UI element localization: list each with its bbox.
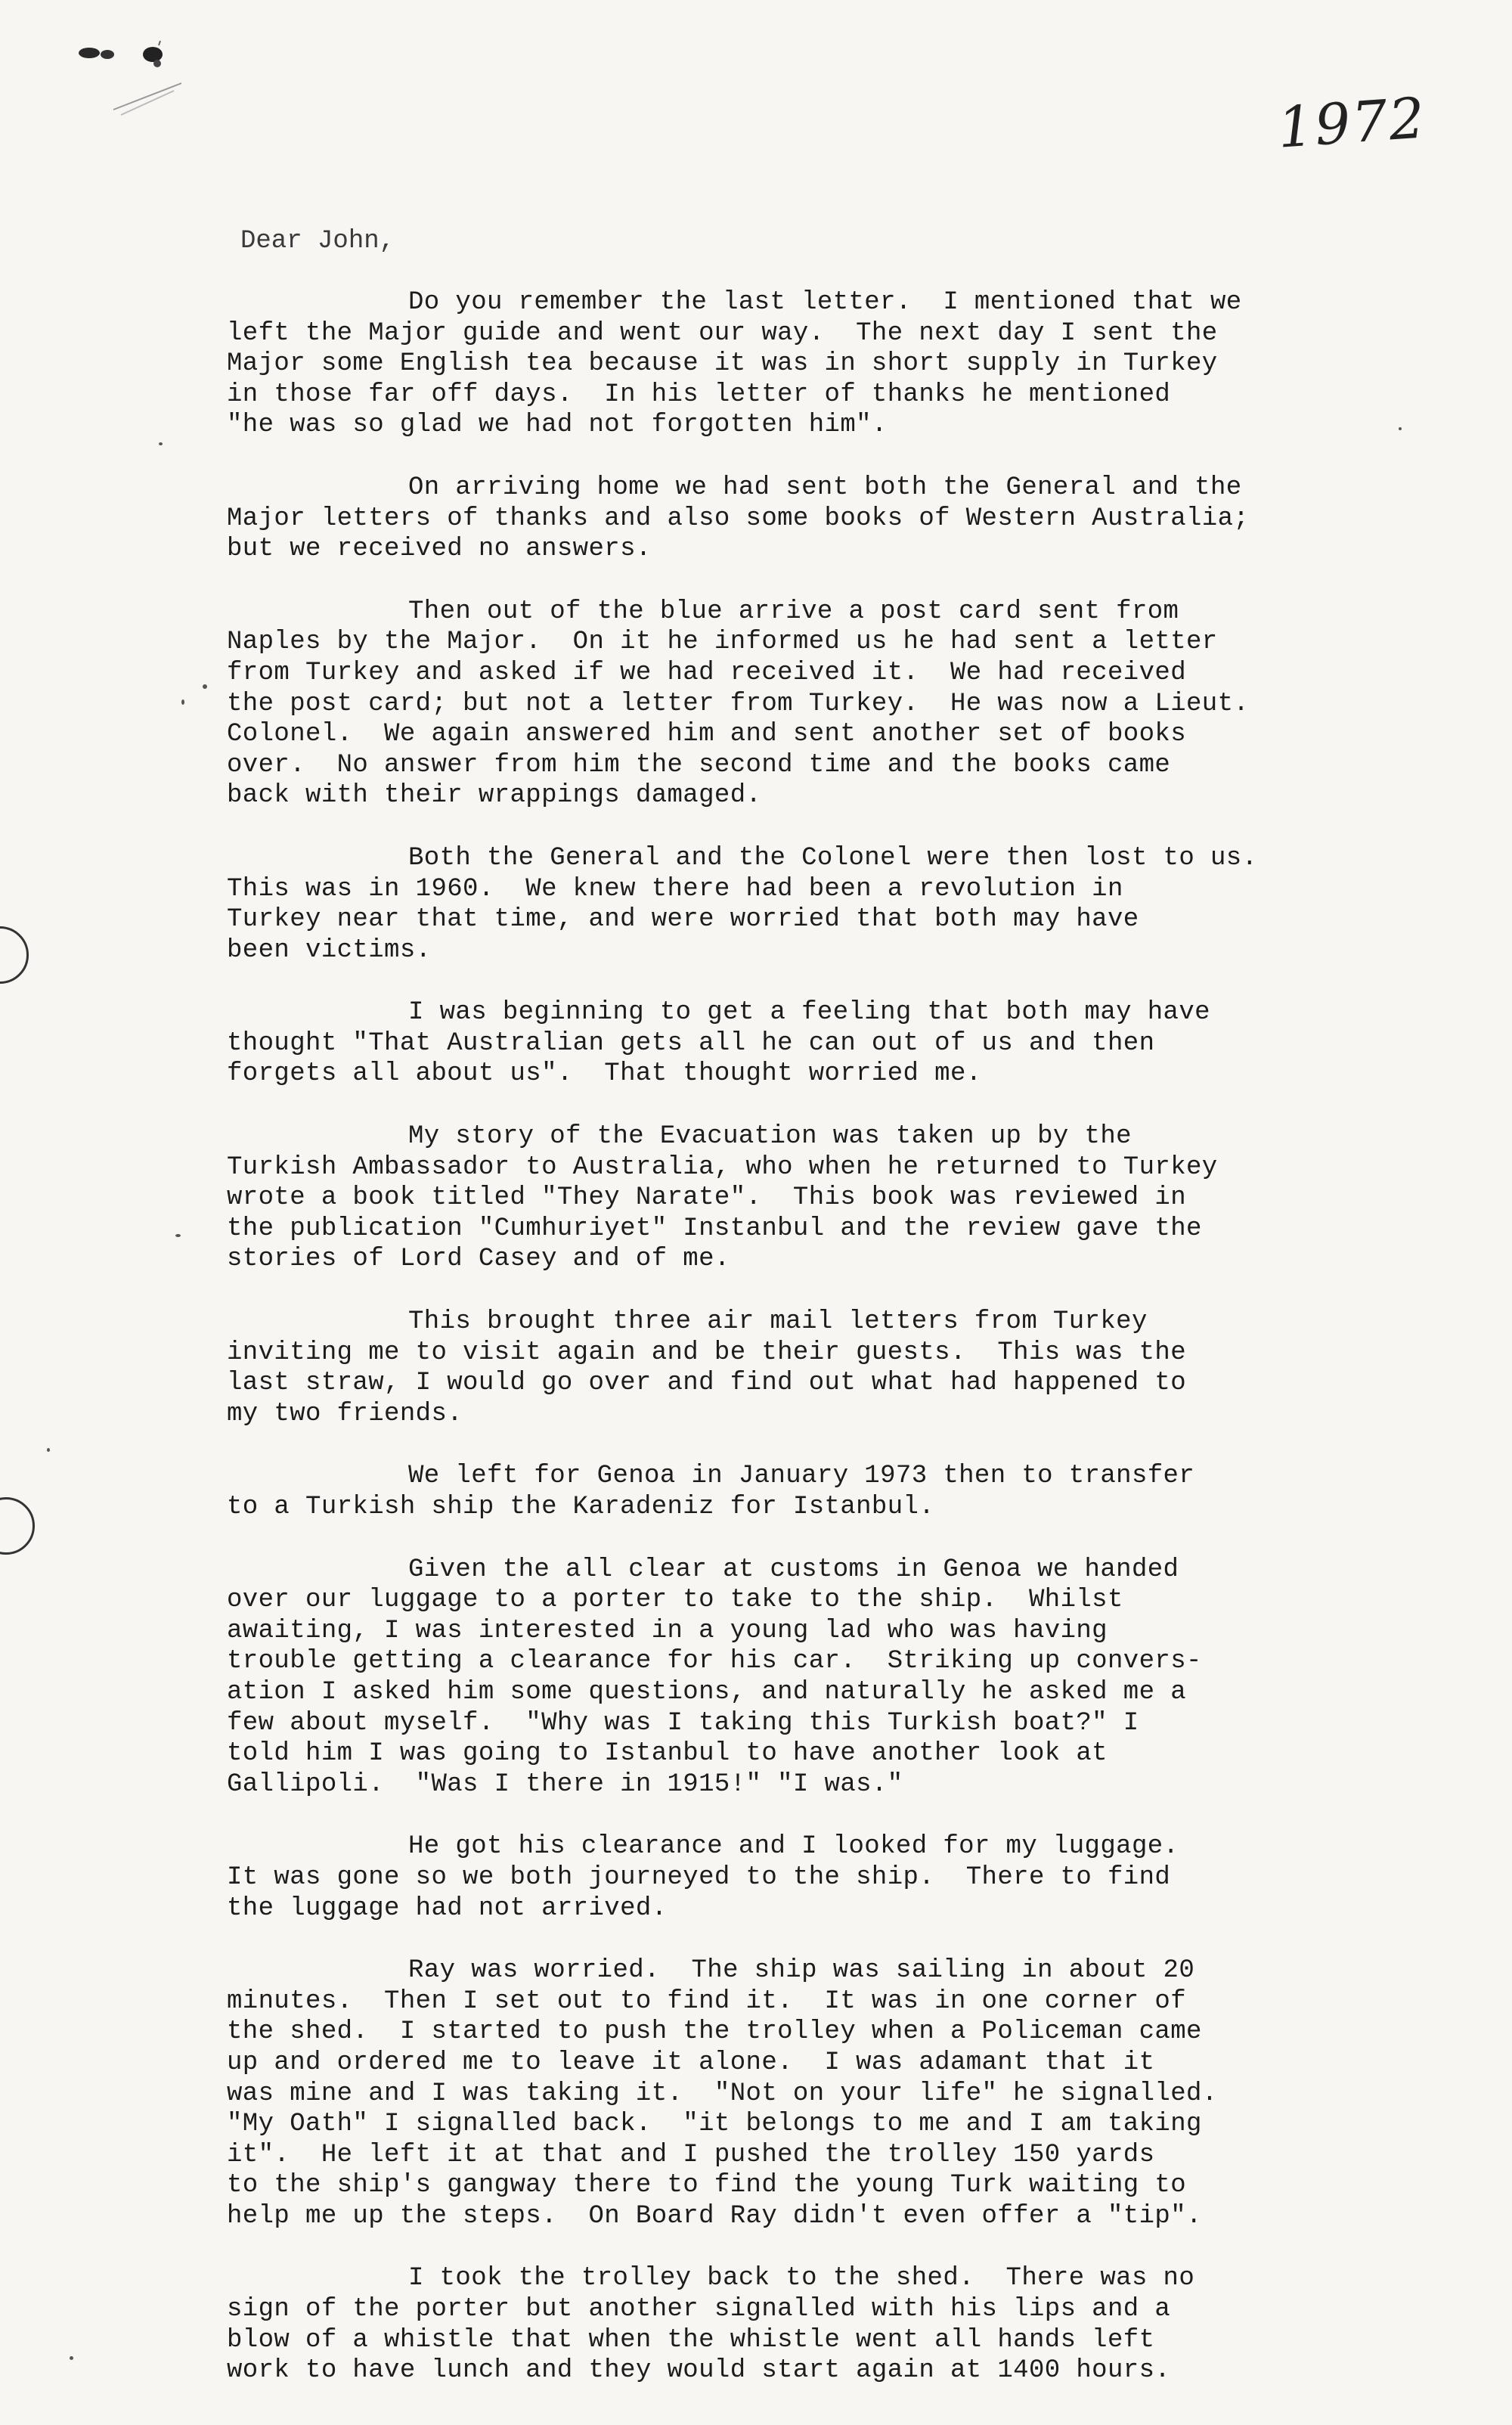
letter-text-line: Turkish Ambassador to Australia, who when he returned to Turkey [227, 1152, 1218, 1182]
binder-punch-hole [0, 926, 29, 984]
letter-paragraph [227, 287, 1436, 441]
letter-paragraph [227, 1831, 1436, 1924]
letter-paragraph [227, 843, 1436, 966]
letter-text-line: the luggage had not arrived. [227, 1893, 668, 1923]
letter-paragraph [227, 1121, 1436, 1275]
letter-paragraph [227, 1307, 1436, 1429]
paper-speck [181, 699, 184, 705]
letter-text-line: the post card; but not a letter from Turkey. He was now a Lieut. [227, 689, 1250, 718]
letter-text-line: been victims. [227, 935, 432, 965]
letter-text-line: but we received no answers. [227, 535, 652, 564]
letter-text-line: Major some English tea because it was in short supply in Turkey [227, 349, 1218, 379]
ink-smudge-mark [68, 38, 181, 121]
letter-text-line: ation I asked him some questions, and naturally he asked me a [227, 1677, 1187, 1707]
letter-text-line: from Turkey and asked if we had received it. We had received [227, 658, 1187, 687]
paper-speck [47, 1448, 50, 1452]
letter-text-line: Do you remember the last letter. I mentioned that we [408, 288, 1242, 317]
letter-text-line: was mine and I was taking it. "Not on your life" he signalled. [227, 2079, 1218, 2108]
letter-text-line: Both the General and the Colonel were then lost to us. [408, 843, 1258, 873]
paper-speck [70, 2356, 73, 2360]
letter-text-line: trouble getting a clearance for his car. Striking up convers- [227, 1647, 1202, 1676]
letter-paragraph [227, 1955, 1436, 2231]
letter-text-line: "he was so glad we had not forgotten him". [227, 411, 888, 440]
letter-text-line: to a Turkish ship the Karadeniz for Istanbul. [227, 1493, 935, 1521]
binder-punch-hole [0, 1497, 35, 1555]
letter-body [227, 287, 1436, 2418]
letter-paragraph [227, 1461, 1436, 1522]
letter-paragraph [227, 2263, 1436, 2386]
letter-text-line: up and ordered me to leave it alone. I was adamant that it [227, 2048, 1155, 2077]
letter-text-line: Colonel. We again answered him and sent another set of books [227, 720, 1187, 749]
letter-text-line: thought "That Australian gets all he can out of us and then [227, 1028, 1155, 1058]
paper-speck [159, 442, 163, 445]
letter-text-line: It was gone so we both journeyed to the ship. There to find [227, 1862, 1171, 1892]
letter-text-line: told him I was going to Istanbul to have another look at [227, 1739, 1108, 1769]
letter-paragraph [227, 997, 1436, 1090]
letter-text-line: blow of a whistle that when the whistle went all hands left [227, 2325, 1155, 2355]
letter-text-line: Given the all clear at customs in Genoa we handed [408, 1555, 1179, 1584]
letter-text-line: Turkey near that time, and were worried that both may have [227, 905, 1139, 935]
letter-text-line: the publication "Cumhuriyet" Instanbul and the review gave the [227, 1214, 1202, 1243]
letter-paragraph [227, 473, 1436, 565]
letter-text-line: Then out of the blue arrive a post card sent from [408, 597, 1179, 626]
paper-speck [203, 684, 207, 689]
letter-text-line: "My Oath" I signalled back. "it belongs to me and I am taking [227, 2110, 1202, 2139]
letter-text-line: in those far off days. In his letter of thanks he mentioned [227, 380, 1171, 409]
letter-text-line: This brought three air mail letters from Turkey [408, 1307, 1148, 1337]
letter-text-line: wrote a book titled "They Narate". This book was reviewed in [227, 1183, 1187, 1213]
letter-text-line: few about myself. "Why was I taking this Turkish boat?" I [227, 1708, 1139, 1738]
letter-text-line: the shed. I started to push the trolley when a Policeman came [227, 2017, 1202, 2047]
letter-text-line: Ray was worried. The ship was sailing in about 20 [408, 1956, 1195, 1986]
letter-text-line: Major letters of thanks and also some books of Western Australia; [227, 504, 1250, 533]
letter-text-line: I was beginning to get a feeling that both may have [408, 998, 1210, 1028]
letter-salutation: Dear John, [240, 227, 395, 256]
letter-text-line: over. No answer from him the second time and the books came [227, 750, 1171, 780]
letter-text-line: This was in 1960. We knew there had been a revolution in [227, 874, 1123, 904]
letter-text-line: We left for Genoa in January 1973 then to transfer [408, 1462, 1195, 1491]
letter-text-line: inviting me to visit again and be their guests. This was the [227, 1338, 1187, 1367]
letter-text-line: sign of the porter but another signalled with his lips and a [227, 2295, 1171, 2324]
letter-text-line: help me up the steps. On Board Ray didn't even offer a "tip". [227, 2201, 1202, 2231]
letter-text-line: forgets all about us". That thought worried me. [227, 1059, 982, 1089]
handwritten-year-note: 1972 [1275, 85, 1429, 161]
letter-text-line: minutes. Then I set out to find it. It was in one corner of [227, 1986, 1187, 2016]
letter-text-line: it". He left it at that and I pushed the trolley 150 yards [227, 2140, 1155, 2169]
letter-text-line: my two friends. [227, 1399, 463, 1428]
letter-text-line: last straw, I would go over and find out what had happened to [227, 1369, 1187, 1398]
letter-text-line: to the ship's gangway there to find the young Turk waiting to [227, 2171, 1187, 2200]
letter-text-line: My story of the Evacuation was taken up by the [408, 1122, 1132, 1152]
letter-paragraph [227, 1555, 1436, 1800]
letter-paragraph [227, 597, 1436, 811]
letter-text-line: left the Major guide and went our way. The next day I sent the [227, 318, 1218, 348]
letter-text-line: stories of Lord Casey and of me. [227, 1245, 730, 1274]
letter-text-line: back with their wrappings damaged. [227, 781, 762, 811]
letter-text-line: On arriving home we had sent both the General and the [408, 473, 1242, 502]
letter-text-line: work to have lunch and they would start again at 1400 hours. [227, 2356, 1171, 2386]
letter-text-line: Naples by the Major. On it he informed us he had sent a letter [227, 628, 1218, 657]
letter-text-line: Gallipoli. "Was I there in 1915!" "I was." [227, 1769, 903, 1799]
paper-speck [175, 1234, 181, 1237]
letter-text-line: I took the trolley back to the shed. There was no [408, 2264, 1195, 2293]
letter-text-line: over our luggage to a porter to take to the ship. Whilst [227, 1586, 1123, 1615]
letter-text-line: awaiting, I was interested in a young lad who was having [227, 1616, 1108, 1645]
letter-text-line: He got his clearance and I looked for my luggage. [408, 1832, 1179, 1862]
